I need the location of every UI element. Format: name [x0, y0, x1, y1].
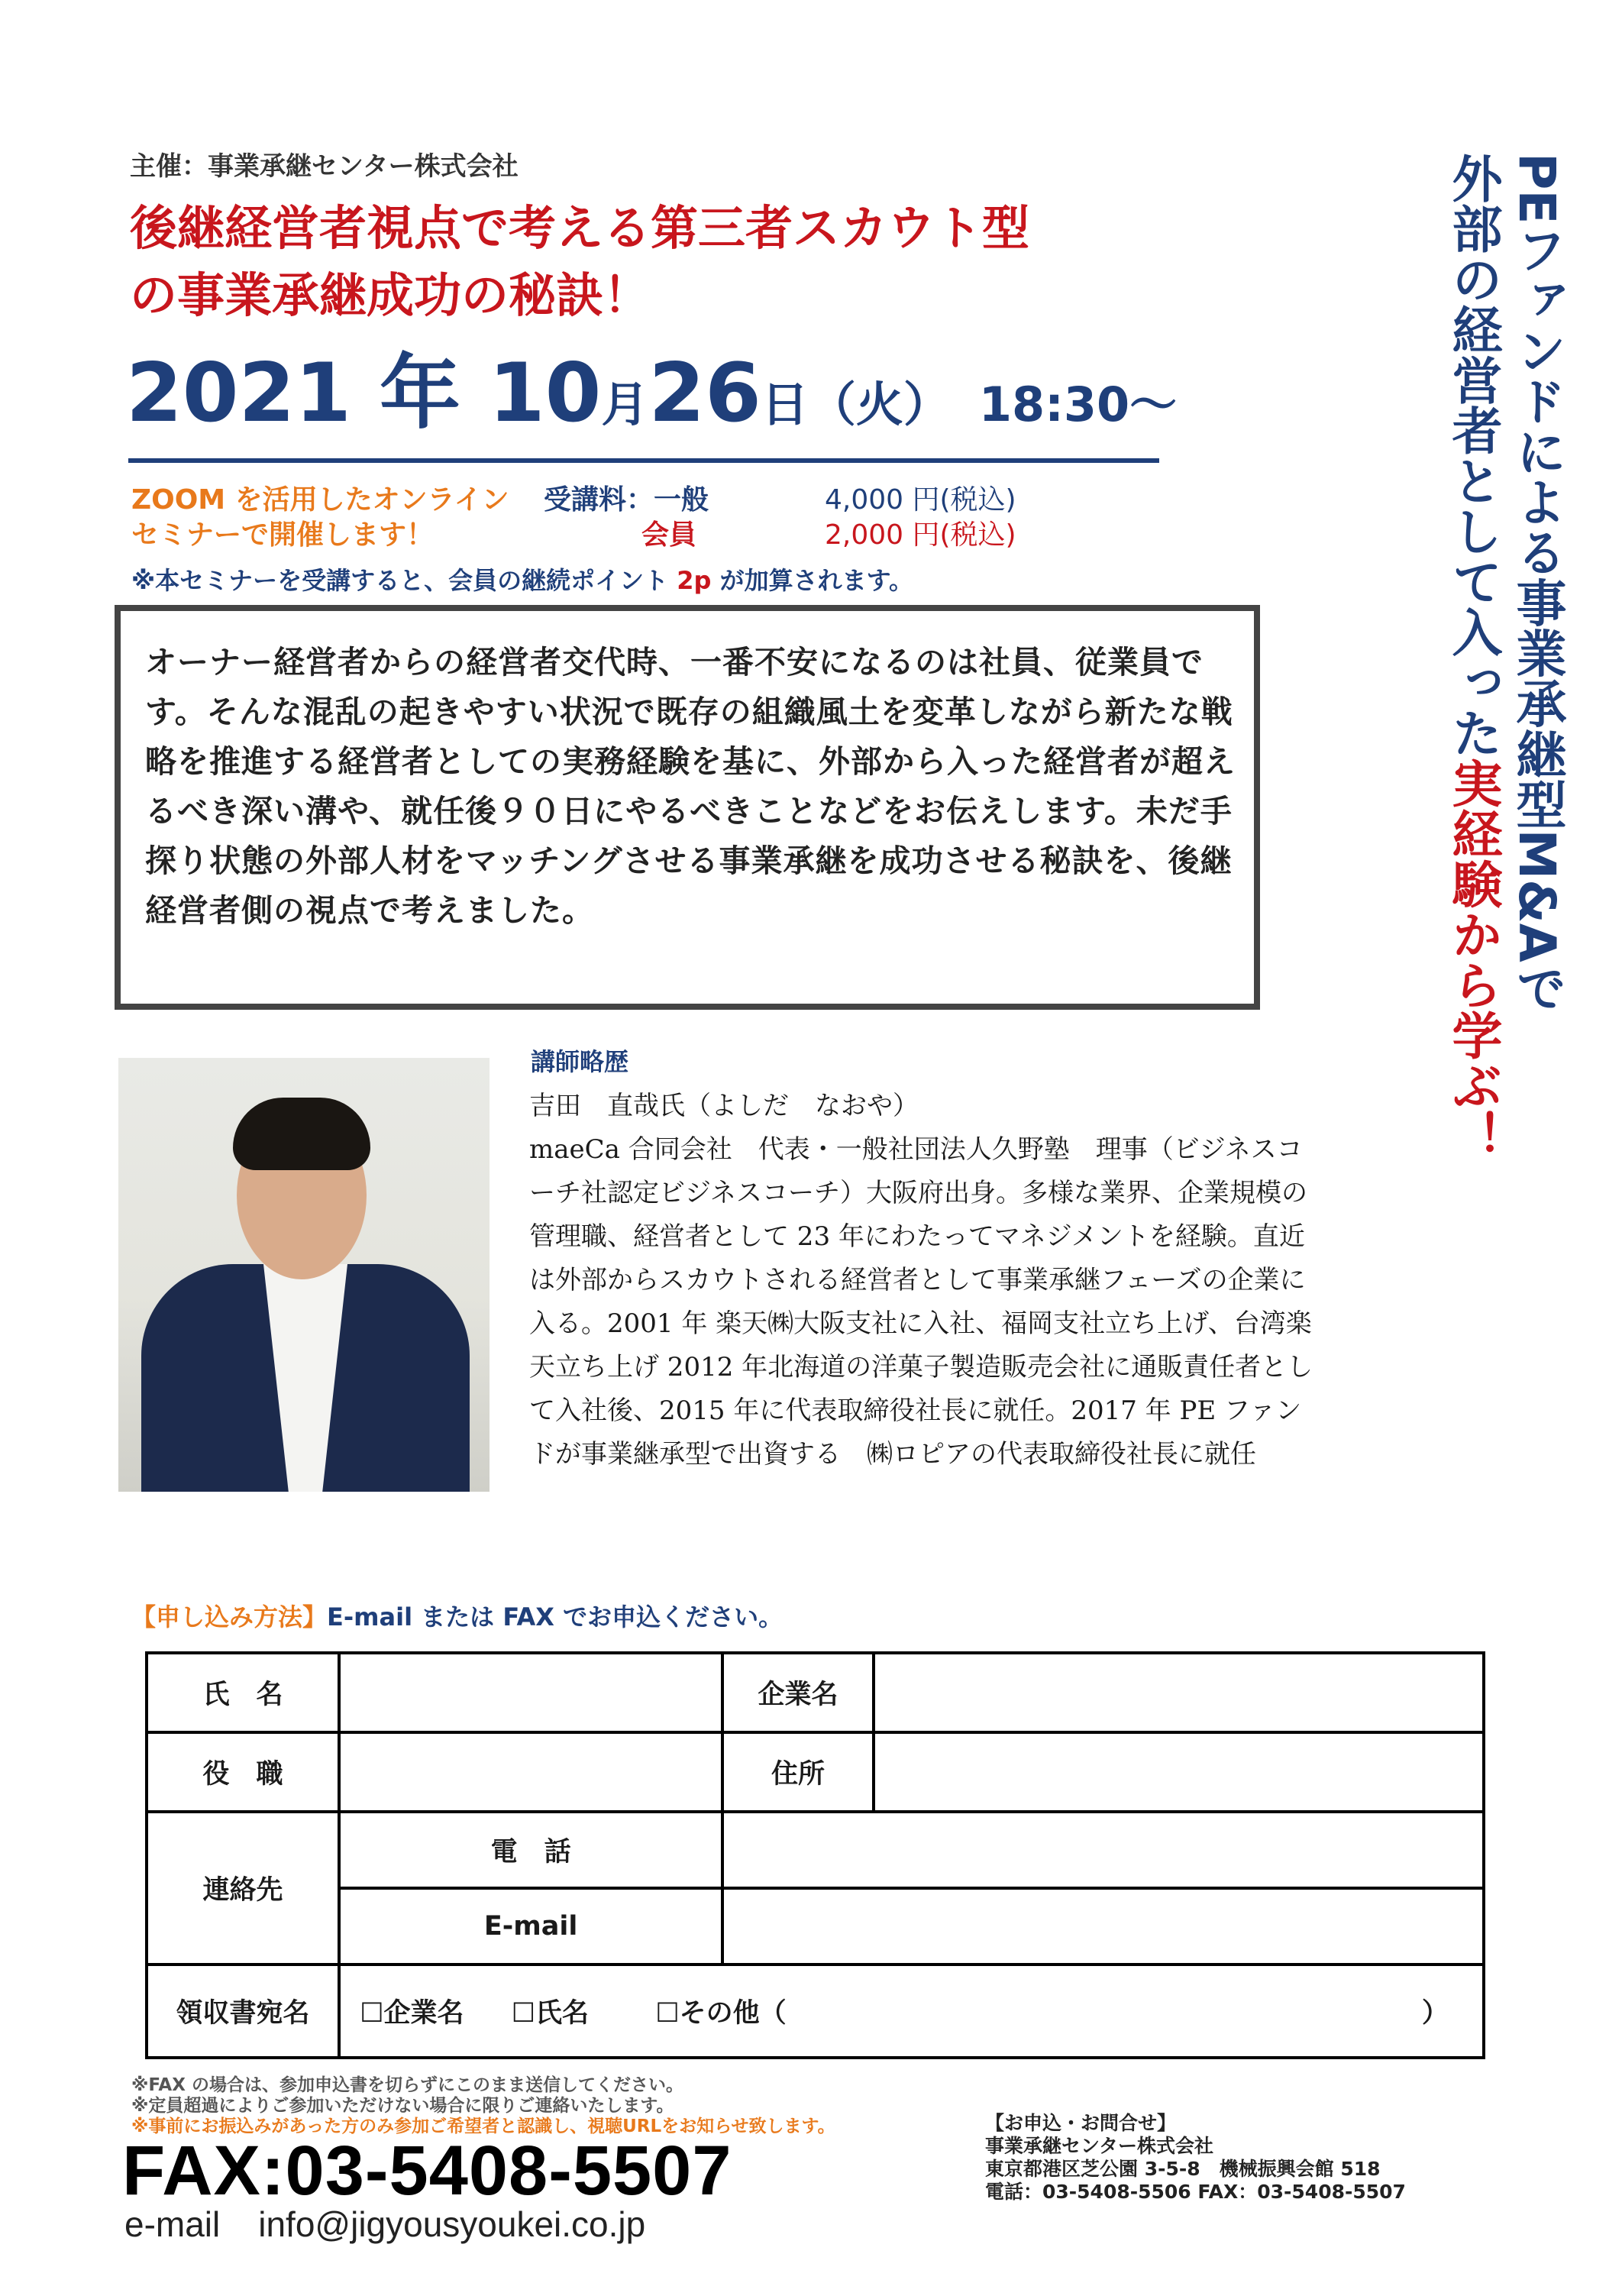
form-notes: [131, 2075, 835, 2137]
zoom-notice: [131, 483, 509, 553]
contact-info: [985, 2112, 1406, 2204]
application-form: [145, 1651, 1485, 2059]
apply-label: 【申し込み方法】: [131, 1602, 328, 1631]
date-month-unit: 月: [601, 377, 649, 432]
label-address: 住所: [722, 1732, 874, 1812]
points-prefix: ※本セミナーを受講すると、会員の継続ポイント: [131, 566, 677, 595]
date-day-unit: 日: [761, 377, 809, 432]
points-value: 2p: [677, 566, 712, 595]
label-name: 氏 名: [147, 1653, 339, 1732]
label-receipt: 領収書宛名: [147, 1965, 339, 2058]
label-company: 企業名: [722, 1653, 874, 1732]
date-underline: [128, 458, 1159, 463]
field-name[interactable]: [339, 1653, 722, 1732]
apply-text: E-mail または FAX でお申込ください。: [327, 1602, 784, 1631]
speaker-bio-text: maeCa 合同会社 代表・一般社団法人久野塾 理事（ビジネスコーチ社認定ビジネスコーチ）大阪府出身。多様な業界、企業規模の管理職、経営者として 23 年にわたってマネジメントを経験。直近は外部からスカウトされる経営者として事業承継フェーズの企業に入る。2001 年 楽天㈱大阪支社に入社、福岡支社立ち上げ、台湾楽天立ち上げ 2012 年北海道の洋菓子製造販売会社に通販責任者として入社後、2015 年に代表取締役社長に就任。2017 年 PE ファンドが事業継承型で出資する ㈱ロピアの代表取締役社長に就任: [529, 1134, 1313, 1470]
email-label: e-mail: [124, 2204, 221, 2244]
vertical-catchphrase: [1440, 153, 1569, 1344]
bio-heading: 講師略歴: [531, 1047, 629, 1076]
receipt-option-other[interactable]: ☐その他（: [655, 1998, 787, 2029]
note-2: ※定員超過によりご参加いただけない場合に限りご連絡いたします。: [131, 2096, 674, 2116]
receipt-option-name[interactable]: ☐氏名: [511, 1998, 590, 2029]
organizer: 主催：事業承継センター株式会社: [130, 151, 519, 182]
date-weekday: （火）: [808, 377, 951, 432]
receipt-option-close: ）: [1421, 1998, 1449, 2029]
fee-member-price: 2,000 円(税込): [825, 519, 1016, 551]
note-3: ※事前にお振込みがあった方のみ参加ご希望者と認識し、視聴URLをお知らせ致します。: [131, 2117, 835, 2136]
vertical-line-1: PEファンドによる事業承継型M&Aで: [1507, 153, 1566, 1013]
points-suffix: が加算されます。: [711, 566, 914, 595]
apply-method: [131, 1598, 783, 1633]
speaker-name: 吉田 直哉氏（よしだ なおや）: [529, 1091, 919, 1121]
note-1: ※FAX の場合は、参加申込書を切らずにこのまま送信してください。: [131, 2075, 683, 2095]
vertical-line-2-red: 実経験から学ぶ！: [1443, 758, 1502, 1161]
date-month: 10: [488, 346, 602, 440]
label-contact: 連絡先: [147, 1812, 339, 1965]
date-year-unit: 年: [379, 346, 460, 440]
description-text: オーナー経営者からの経営者交代時、一番不安になるのは社員、従業員です。そんな混乱の起きやすい状況で既存の組織風土を変革しながら新たな戦略を推進する経営者としての実務経験を基に、外部から入った経営者が超えるべき深い溝や、就任後９０日にやるべきことなどをお伝えします。未だ手探り状態の外部人材をマッチングさせる事業承継を成功させる秘訣を、後継経営者側の視点で考えました。: [145, 644, 1236, 929]
field-address[interactable]: [874, 1732, 1484, 1812]
field-position[interactable]: [339, 1732, 722, 1812]
contact-address: 東京都港区芝公園 3-5-8 機械振興会館 518: [985, 2158, 1381, 2180]
label-email: E-mail: [339, 1888, 722, 1965]
field-phone[interactable]: [722, 1812, 1484, 1888]
points-note: [131, 561, 913, 597]
email-address[interactable]: info@jigyousyoukei.co.jp: [258, 2204, 646, 2244]
field-email[interactable]: [722, 1888, 1484, 1965]
speaker-bio: [529, 1085, 1316, 1476]
field-company[interactable]: [874, 1653, 1484, 1732]
speaker-photo: [118, 1058, 490, 1492]
fax-number: FAX:03-5408-5507: [122, 2132, 732, 2210]
title-line-2: の事業承継成功の秘訣！: [130, 267, 651, 323]
seminar-date: [126, 348, 1177, 451]
title-line-1: 後継経営者視点で考える第三者スカウト型: [130, 200, 1030, 256]
date-time: 18:30～: [978, 377, 1178, 432]
vertical-line-2-blue: 外部の経営者として入った: [1443, 153, 1502, 758]
fee-label-member: 会員: [641, 519, 697, 551]
seminar-title: [130, 195, 1291, 329]
label-phone: 電 話: [339, 1812, 722, 1888]
receipt-options: [339, 1965, 1484, 2058]
zoom-line-2: セミナーで開催します！: [131, 519, 435, 551]
contact-heading: 【お申込・お問合せ】: [985, 2112, 1177, 2134]
contact-tel: 電話：03-5408-5506 FAX：03-5408-5507: [985, 2181, 1406, 2203]
email-line: [124, 2204, 645, 2245]
fee-label-general: 受講料：一般: [544, 484, 709, 516]
date-year: 2021: [126, 346, 352, 440]
fee-general-price: 4,000 円(税込): [825, 484, 1016, 516]
zoom-line-1: ZOOM を活用したオンライン: [131, 484, 509, 516]
date-day: 26: [648, 346, 761, 440]
receipt-option-company[interactable]: ☐企業名: [360, 1998, 464, 2029]
contact-company: 事業承継センター株式会社: [985, 2135, 1214, 2157]
label-position: 役 職: [147, 1732, 339, 1812]
vertical-line-2: [1440, 153, 1504, 1344]
